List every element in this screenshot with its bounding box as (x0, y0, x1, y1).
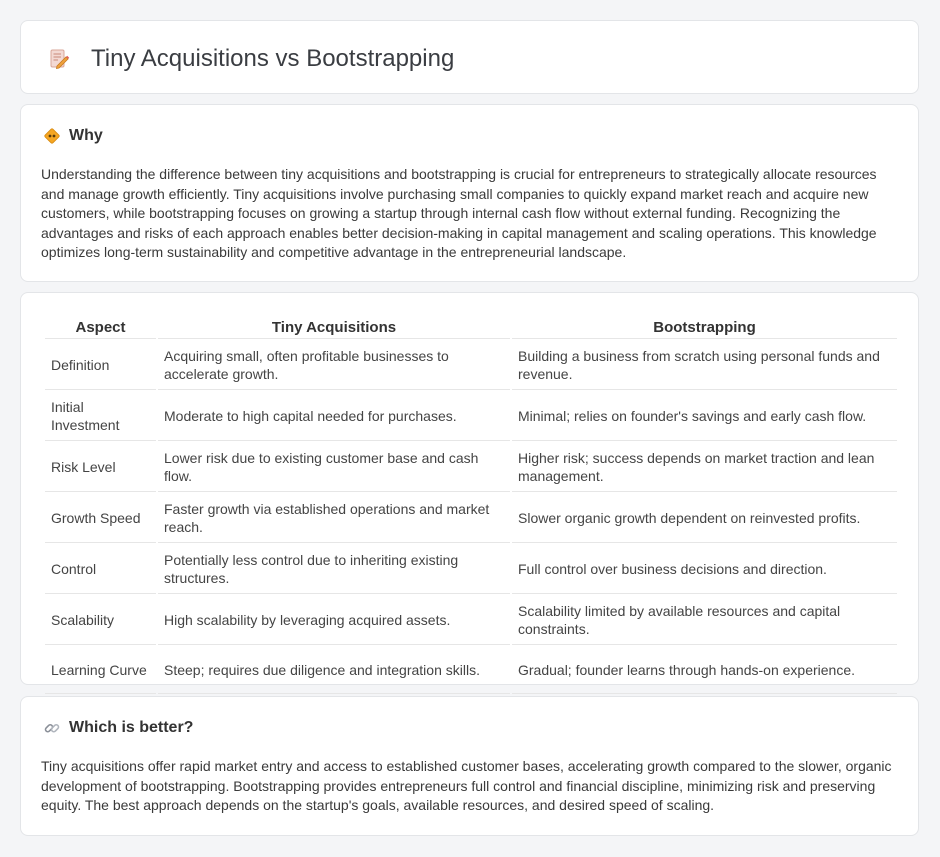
table-row (45, 596, 897, 645)
tiny-acquisitions-cell: Faster growth via established operations and market reach. (158, 494, 510, 543)
table-row (45, 443, 897, 492)
table-row (45, 341, 897, 390)
tiny-acquisitions-cell: Moderate to high capital needed for purchases. (158, 392, 510, 441)
table-row (45, 494, 897, 543)
table-header-row (45, 318, 897, 339)
link-icon (43, 719, 61, 737)
aspect-cell: Learning Curve (45, 647, 156, 694)
aspect-cell: Risk Level (45, 443, 156, 492)
aspect-cell: Definition (45, 341, 156, 390)
aspect-cell: Control (45, 545, 156, 594)
aspect-cell: Growth Speed (45, 494, 156, 543)
why-title: Why (69, 127, 103, 144)
table-row (45, 545, 897, 594)
bootstrapping-cell: Slower organic growth dependent on reinvested profits. (512, 494, 897, 543)
table-row (45, 392, 897, 441)
which-is-better-title: Which is better? (69, 719, 194, 736)
header-aspect: Aspect (45, 318, 156, 339)
page-title: Tiny Acquisitions vs Bootstrapping (91, 45, 455, 72)
aspect-cell: Scalability (45, 596, 156, 645)
bootstrapping-cell: Building a business from scratch using personal funds and revenue. (512, 341, 897, 390)
title-card (20, 20, 919, 94)
bootstrapping-cell: Minimal; relies on founder's savings and early cash flow. (512, 392, 897, 441)
document-pencil-icon (47, 47, 71, 71)
aspect-cell: Initial Investment (45, 392, 156, 441)
bootstrapping-cell: Scalability limited by available resources and capital constraints. (512, 596, 897, 645)
why-section (20, 104, 919, 282)
tiny-acquisitions-cell: Acquiring small, often profitable businesses to accelerate growth. (158, 341, 510, 390)
comparison-table (43, 316, 899, 696)
bootstrapping-cell: Full control over business decisions and direction. (512, 545, 897, 594)
diamond-sign-icon (43, 127, 61, 145)
tiny-acquisitions-cell: Lower risk due to existing customer base and cash flow. (158, 443, 510, 492)
bootstrapping-cell: Gradual; founder learns through hands-on experience. (512, 647, 897, 694)
tiny-acquisitions-cell: Steep; requires due diligence and integration skills. (158, 647, 510, 694)
header-tiny-acquisitions: Tiny Acquisitions (158, 318, 510, 339)
which-is-better-text: Tiny acquisitions offer rapid market entry and access to established customer bases, accelerating growth compared to the slower, organic development of bootstrapping. Bootstrapping provides entrepreneurs full control and financial discipline, minimizing risk and preserving equity. The best approach depends on the startup's goals, available resources, and desired speed of scaling. (41, 758, 892, 814)
which-is-better-section (20, 696, 919, 836)
why-text: Understanding the difference between tiny acquisitions and bootstrapping is crucial for entrepreneurs to strategically allocate resources and manage growth efficiently. Tiny acquisitions involve purchasing small companies to quickly expand market reach and acquire new customers, while bootstrapping focuses on growing a startup through internal cash flow without external funding. Recognizing the advantages and risks of each approach enables better decision-making in capital management and scaling operations. This knowledge optimizes long-term sustainability and competitive advantage in the entrepreneurial landscape. (41, 166, 877, 261)
tiny-acquisitions-cell: Potentially less control due to inheriting existing structures. (158, 545, 510, 594)
bootstrapping-cell: Higher risk; success depends on market traction and lean management. (512, 443, 897, 492)
tiny-acquisitions-cell: High scalability by leveraging acquired assets. (158, 596, 510, 645)
comparison-card (20, 292, 919, 685)
header-bootstrapping: Bootstrapping (512, 318, 897, 339)
table-row (45, 647, 897, 694)
